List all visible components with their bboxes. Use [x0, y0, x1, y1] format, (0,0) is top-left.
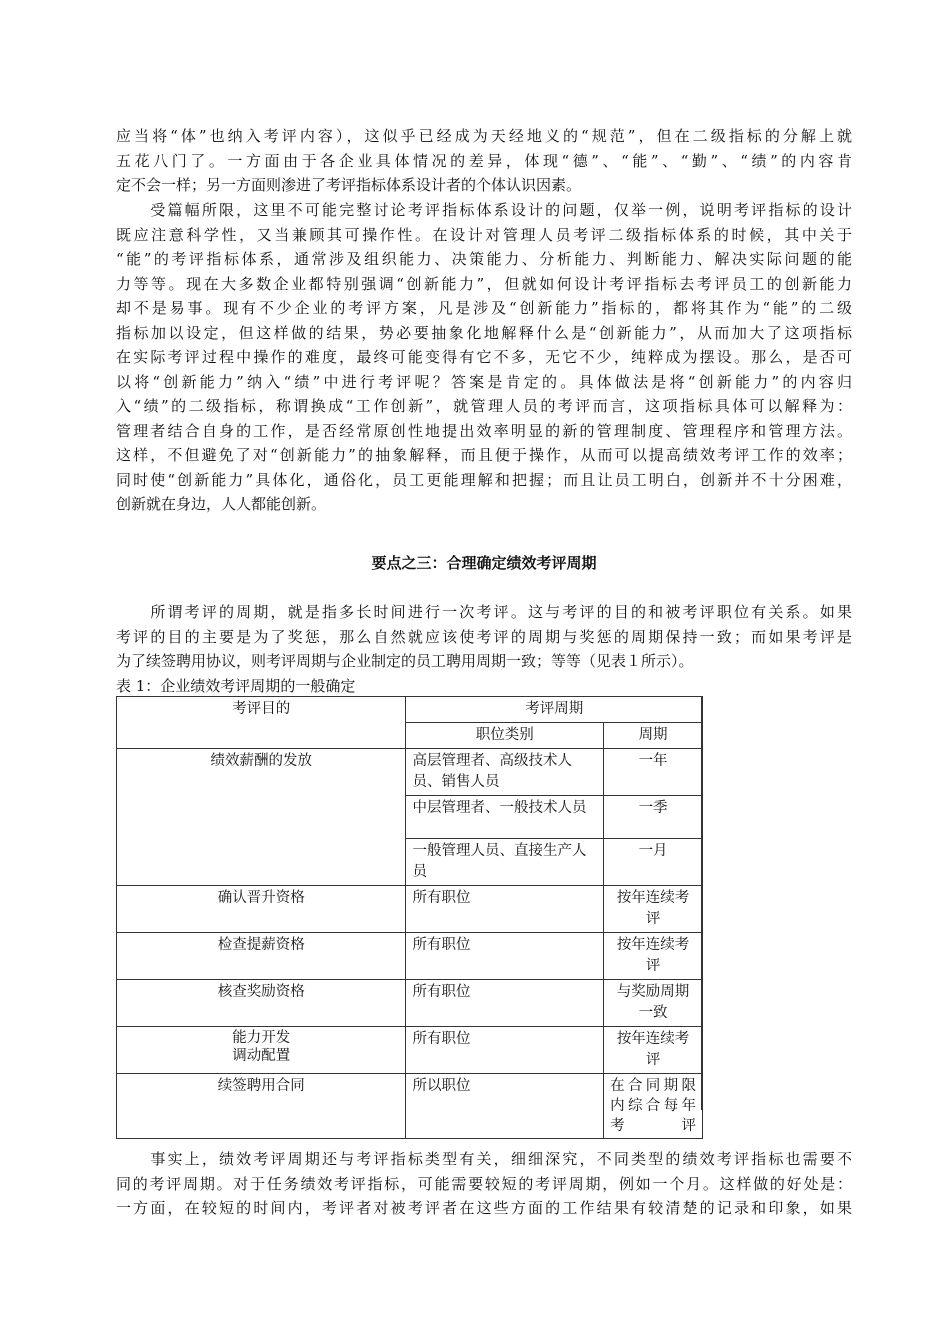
text-line: “能”的考评指标体系，通常涉及组织能力、决策能力、分析能力、判断能力、解决实际问题的能 — [116, 250, 852, 268]
table-cell-position: 所有职位 — [406, 1027, 604, 1074]
text-line: 同时使“创新能力”具体化，通俗化，员工更能理解和把握；而且让员工明白，创新并不十分困难， — [116, 470, 852, 489]
header-purpose: 考评目的 — [117, 697, 406, 749]
text-line: 一方面，在较短的时间内，考评者对被考评者在这些方面的工作结果有较清楚的记录和印象，如果 — [116, 1199, 852, 1217]
table-cell-purpose: 能力开发 调动配置 — [117, 1027, 406, 1074]
table-cell-period: 在合同期限内综合每年考评 — [604, 1074, 703, 1139]
table-cell-purpose: 续签聘用合同 — [117, 1074, 406, 1139]
text-line: 应当将“体”也纳入考评内容），这似乎已经成为天经地义的“规范”，但在二级指标的分解上就 — [116, 127, 852, 145]
table-cell-period: 一季 — [604, 796, 703, 839]
table-cell-purpose: 确认晋升资格 — [117, 886, 406, 933]
text-line: 在实际考评过程中操作的难度，最终可能变得有它不多，无它不少，纯粹成为摆设。那么，是否可 — [116, 348, 852, 366]
text-line: 为了续签聘用协议，则考评周期与企业制定的员工聘用周期一致；等等（见表１所示）。 — [116, 652, 694, 670]
header-position: 职位类别 — [406, 723, 604, 749]
group-purpose: 绩效薪酬的发放 — [117, 749, 406, 886]
text-line: 指标加以设定，但这样做的结果，势必要抽象化地解释什么是“创新能力”，从而加大了这项指标 — [116, 323, 852, 342]
text-line: 入“绩”的二级指标，称谓换成“工作创新”，就管理人员的考评而言，这项指标具体可以解释为： — [116, 397, 852, 415]
table-caption: 表 1：企业绩效考评周期的一般确定 — [116, 677, 356, 695]
table-cell-position: 一般管理人员、直接生产人员 — [406, 839, 604, 886]
text-line: 考评的目的主要是为了奖惩，那么自然就应该使考评的周期与奖惩的周期保持一致；而如果考评是 — [116, 627, 852, 646]
table-cell-position: 高层管理者、高级技术人员、销售人员 — [406, 749, 604, 796]
text-line: 同的考评周期。对于任务绩效考评指标，可能需要较短的考评周期，例如一个月。这样做的好处是： — [116, 1174, 852, 1193]
paragraph-3 — [116, 600, 852, 674]
section-heading: 要点之三：合理确定绩效考评周期 — [371, 554, 597, 572]
table-cell-position: 所以职位 — [406, 1074, 604, 1139]
paragraph-2 — [116, 198, 852, 517]
text-line: 以将“创新能力”纳入“绩”中进行考评呢？答案是肯定的。具体做法是将“创新能力”的内容归 — [116, 372, 852, 391]
text-line: 管理者结合自身的工作，是否经常原创性地提出效率明显的新的管理制度、管理程序和管理方法。 — [116, 421, 852, 440]
text-line: 力等等。现在大多数企业都特别强调“创新能力”，但就如何设计考评指标去考评员工的创新能力 — [116, 274, 852, 293]
table-cell-position: 中层管理者、一般技术人员 — [406, 796, 604, 839]
text-line: 却不是易事。现有不少企业的考评方案，凡是涉及“创新能力”指标的，都将其作为“能”的二级 — [116, 299, 852, 317]
table-cell-purpose: 检查提薪资格 — [117, 933, 406, 980]
text-line: 定不会一样；另一方面则渗进了考评指标体系设计者的个体认识因素。 — [116, 176, 582, 194]
header-cycle: 考评周期 — [406, 697, 703, 723]
table-cell-position: 所有职位 — [406, 886, 604, 933]
table-cell-position: 所有职位 — [406, 933, 604, 980]
table-cell-period: 按年连续考评 — [604, 933, 703, 980]
paragraph-1 — [116, 124, 852, 198]
table-cell-position: 所有职位 — [406, 980, 604, 1027]
text-line: 事实上，绩效考评周期还与考评指标类型有关，细细深究，不同类型的绩效考评指标也需要不 — [116, 1150, 852, 1168]
paragraph-4 — [116, 1147, 852, 1221]
text-line: 所谓考评的周期，就是指多长时间进行一次考评。这与考评的目的和被考评职位有关系。如果 — [116, 603, 852, 621]
text-line: 创新就在身边，人人都能创新。 — [116, 495, 327, 513]
table-cell-period: 一年 — [604, 749, 703, 796]
table-edge-shadow — [701, 696, 703, 1110]
table-cell-purpose: 核查奖励资格 — [117, 980, 406, 1027]
table-cell-period: 按年连续考评 — [604, 886, 703, 933]
text-line: 受篇幅所限，这里不可能完整讨论考评指标体系设计的问题，仅举一例，说明考评指标的设计 — [116, 201, 852, 219]
text-line: 五花八门了。一方面由于各企业具体情况的差异，体现“德”、“能”、“勤”、“绩”的内容肯 — [116, 151, 852, 170]
table-cell-period: 一月 — [604, 839, 703, 886]
text-line: 这样，不但避免了对“创新能力”的抽象解释，而且便于操作，从而可以提高绩效考评工作的效率； — [116, 446, 852, 464]
text-line: 既应注意科学性，又当兼顾其可操作性。在设计对管理人员考评二级指标体系的时候，其中关于 — [116, 225, 852, 244]
header-period: 周期 — [604, 723, 703, 749]
cycle-table — [116, 696, 703, 1139]
table-cell-period: 按年连续考评 — [604, 1027, 703, 1074]
table-cell-period: 与奖励周期一致 — [604, 980, 703, 1027]
